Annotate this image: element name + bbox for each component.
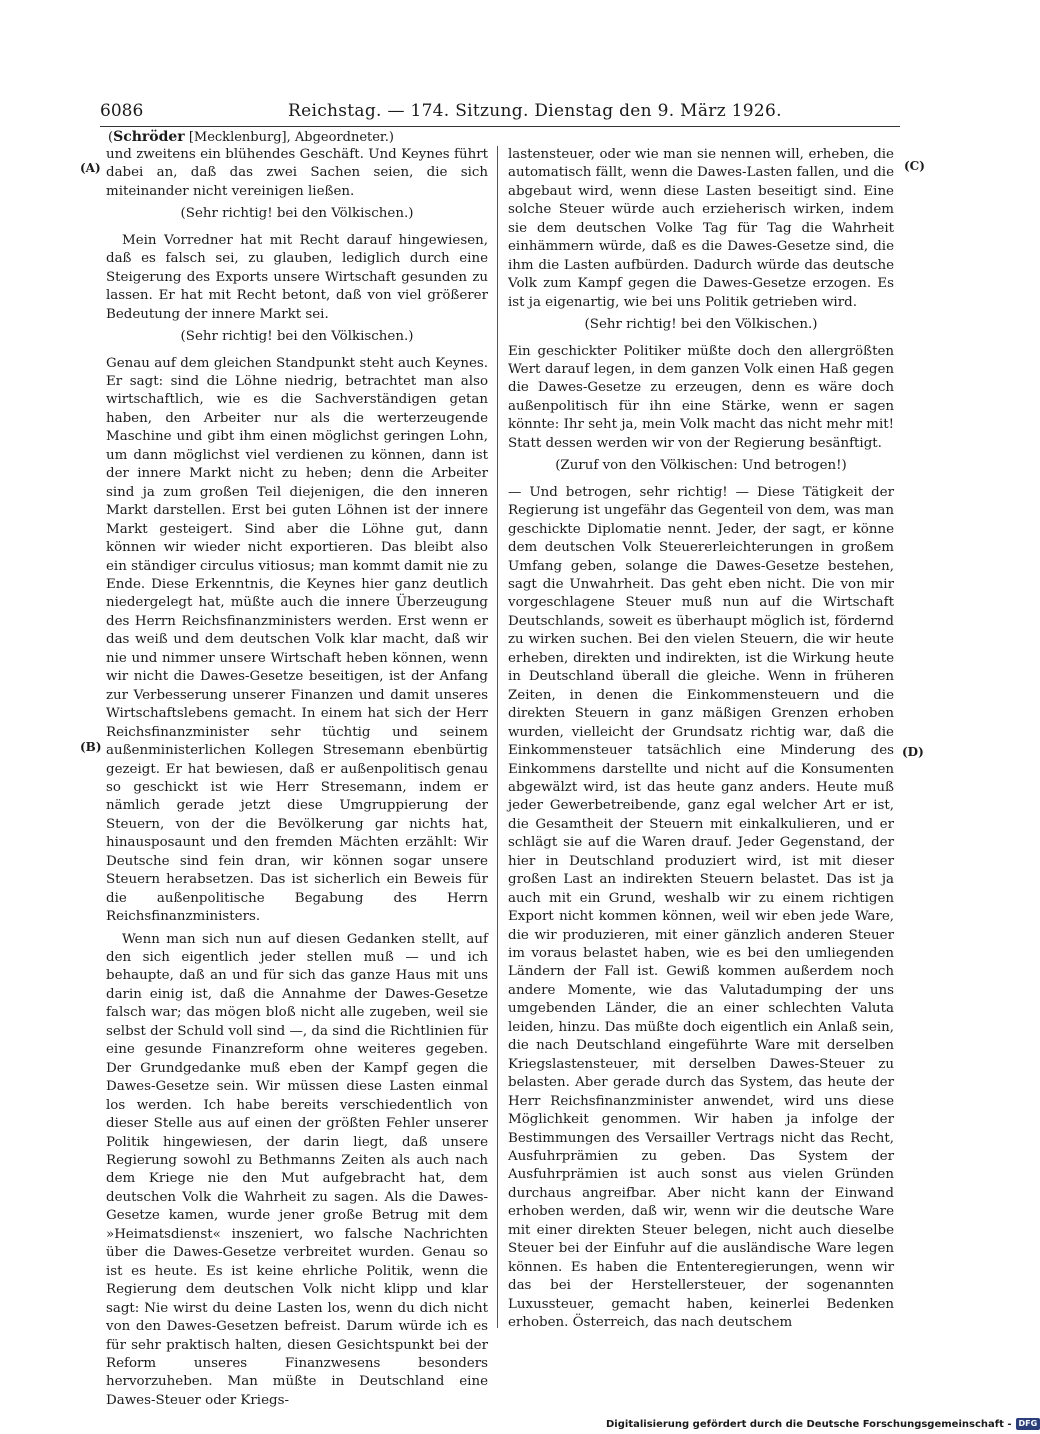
left-interjection-2: (Sehr richtig! bei den Völkischen.) bbox=[180, 329, 414, 345]
speaker-name: Schröder bbox=[113, 129, 185, 145]
left-column bbox=[106, 146, 488, 1414]
left-paragraph-1: und zweitens ein blühendes Geschäft. Und Keynes führt dabei an, daß das zwei Sachen seien, die sich miteinander nicht vereinigen ließen. bbox=[106, 147, 488, 199]
right-column bbox=[508, 146, 894, 1337]
page-number: 6086 bbox=[100, 101, 144, 121]
margin-mark-a: (A) bbox=[80, 161, 101, 175]
page-header bbox=[100, 100, 900, 122]
right-paragraph-1: lastensteuer, oder wie man sie nennen will, erheben, die automatisch fällt, wenn die Dawes-Lasten fallen, und die abgebaut wird, wenn diese Lasten beseitigt sind. Eine solche Steuer würde auch erzieherisch wirken, indem sie dem deutschen Volke Tag für Tag die Wahrheit einhämmern würde, daß es die Dawes-Gesetze sind, die ihm die Lasten aufbürden. Dadurch würde das deutsche Volk zum Kampf gegen die Dawes-Gesetze erzogen. Es ist ja eigenartig, wie bei uns Politik getrieben wird. bbox=[508, 147, 894, 310]
margin-mark-d: (D) bbox=[902, 745, 924, 759]
footer-text: Digitalisierung gefördert durch die Deutsche Forschungsgemeinschaft - bbox=[606, 1419, 1012, 1430]
right-interjection-2: (Zuruf von den Völkischen: Und betrogen!) bbox=[555, 458, 847, 474]
margin-mark-c: (C) bbox=[904, 159, 925, 173]
left-paragraph-2: Mein Vorredner hat mit Recht darauf hingewiesen, daß es falsch sei, zu glauben, lediglich durch eine Steigerung des Exports unsere Wirtschaft gesunden zu lassen. Er hat mit Recht betont, daß von viel größerer Bedeutung der innere Markt sei. bbox=[106, 232, 488, 322]
right-interjection-1: (Sehr richtig! bei den Völkischen.) bbox=[584, 317, 818, 333]
right-paragraph-3: — Und betrogen, sehr richtig! — Diese Tätigkeit der Regierung ist ungefähr das Gegenteil von dem, was man geschickte Diplomatie nennt. Jeder, der sagt, er könne dem deutschen Volk Steuererleichterungen in großem Umfang geben, solange die Dawes-Gesetze bestehen, sagt die Unwahrheit. Das geht eben nicht. Die von mir vorgeschlagene Steuer muß nun auf die Wirtschaft Deutschlands, soweit es überhaupt möglich ist, fördernd zu wirken suchen. Bei den vielen Steuern, die wir heute erheben, direkten und indirekten, ist die Wirkung heute in Deutschland überall die gleiche. Wenn in früheren Zeiten, in denen die Einkommensteuern und die direkten Steuern in ganz mäßigen Grenzen erhoben wurden, vielleicht der Grundsatz richtig war, daß die Einkommensteuer tatsächlich eine Minderung des Einkommens darstellte und nicht auf die Konsumenten abgewälzt wird, ist das heute ganz anders. Heute muß jeder Gewerbetreibende, ganz egal welcher Art er ist, die Gesamtheit der Steuern mit einkalkulieren, und er schlägt sie auf die Waren drauf. Jeder Gegenstand, der hier in Deutschland produziert wird, ist mit dieser großen Last an indirekten Steuern belastet. Das ist ja auch mit ein Grund, weshalb wir zu einem richtigen Export nicht kommen können, weil wir eben jede Ware, die wir produzieren, mit einer gänzlich anderen Steuer im voraus belastet haben, wie es bei den umliegenden Ländern der Fall ist. Gewiß kommen außerdem noch andere Momente, wie das Valutadumping der uns umgebenden Länder, die an einer schlechten Valuta leiden, hinzu. Das müßte doch eigentlich ein Anlaß sein, die nach Deutschland eingeführte Ware mit derselben Kriegslastensteuer, mit derselben Dawes-Steuer zu belasten. Aber gerade durch das System, das heute der Herr Reichsfinanzminister anwendet, wird uns diese Möglichkeit genommen. Wir haben ja infolge der Bestimmungen des Versailler Vertrags nicht das Recht, Ausfuhrprämien zu geben. Das System der Ausfuhrprämien ist auch sonst aus vielen Gründen durchaus angreifbar. Aber nicht kann der Einwand erhoben werden, daß wir, wenn wir die deutsche Ware mit einer direkten Steuer belegen, nicht auch dieselbe Steuer bei der Einfuhr auf die ausländische Ware legen können. Es haben die Ententeregierungen, wenn wir das bei der Herstellersteuer, der sogenannten Luxussteuer, gemacht haben, keinerlei Bedenken erhoben. Österreich, das nach deutschem bbox=[508, 484, 894, 1331]
header-rule bbox=[100, 126, 900, 127]
left-paragraph-3: Genau auf dem gleichen Standpunkt steht auch Keynes. Er sagt: sind die Löhne niedrig, betrachtet man also wirtschaftlich, wie es die Sachverständigen getan haben, den Arbeiter nur als die werterzeugende Maschine und gibt ihm einen möglichst geringen Lohn, um dann möglichst viel verdienen zu können, dann ist der innere Markt nicht zu heben; denn die Arbeiter sind ja zum großen Teil diejenigen, die den inneren Markt darstellen. Erst bei guten Löhnen ist der innere Markt gesteigert. Sind aber die Löhne gut, dann können wir wieder nicht exportieren. Das bleibt also ein ständiger circulus vitiosus; man kommt damit nie zu Ende. Diese Erkenntnis, die Keynes hier ganz deutlich niedergelegt hat, müßte auch die innere Überzeugung des Herrn Reichsfinanzministers werden. Erst wenn er das weiß und dem deutschen Volk klar macht, daß wir nie und nimmer unsere Wirtschaft heben können, wenn wir nicht die Dawes-Gesetze beseitigen, ist der Anfang zur Verbesserung unserer Finanzen und damit unseres Wirtschaftslebens gemacht. In einem hat sich der Herr Reichsfinanzminister sehr tüchtig und seinem außenministerlichen Kollegen Stresemann ebenbürtig gezeigt. Er hat bewiesen, daß er außenpolitisch genau so geschickt ist wie Herr Stresemann, indem er nämlich gerade jetzt diese Umgruppierung der Steuern, von der die Bevölkerung gar nichts hat, hinausposaunt und den fremden Mächten erzählt: Wir Deutsche sind fein dran, wir können sogar unsere Steuern herabsetzen. Das ist sicherlich ein Beweis für die außenpolitische Begabung des Herrn Reichsfinanzministers. bbox=[106, 355, 488, 925]
right-paragraph-2: Ein geschickter Politiker müßte doch den allergrößten Wert darauf legen, in dem ganzen Volk einen Haß gegen die Dawes-Gesetze zu erzeugen, denn es wäre doch außenpolitisch für ihn eine Stärke, wenn er sagen könnte: Ihr seht ja, mein Volk macht das nicht mehr mit! Statt dessen werden wir von der Regierung besänftigt. bbox=[508, 343, 894, 451]
margin-mark-b: (B) bbox=[80, 740, 102, 754]
left-interjection-1: (Sehr richtig! bei den Völkischen.) bbox=[180, 206, 414, 222]
column-divider bbox=[497, 146, 498, 1328]
speaker-line: (Schröder [Mecklenburg], Abgeordneter.) bbox=[108, 129, 394, 145]
dfg-logo: DFG bbox=[1016, 1418, 1040, 1430]
footer-credit bbox=[606, 1418, 1038, 1431]
left-paragraph-4: Wenn man sich nun auf diesen Gedanken stellt, auf den sich eigentlich jeder stellen muß — und ich behaupte, daß an und für sich das ganze Haus mit uns darin einig ist, daß die Annahme der Dawes-Gesetze falsch war; das mögen bloß nicht alle zugeben, weil sie selbst der Schuld voll sind —, da sind die Richtlinien für eine gesunde Finanzreform ohne weiteres gegeben. Der Grundgedanke muß eben der Kampf gegen die Dawes-Gesetze sein. Wir müssen diese Lasten einmal los werden. Ich habe bereits verschiedentlich von dieser Stelle aus auf einen der größten Fehler unserer Politik hingewiesen, der darin liegt, daß unsere Regierung sowohl zu Bethmanns Zeiten als auch nach dem Kriege nie den Mut aufgebracht hat, dem deutschen Volk die Wahrheit zu sagen. Als die Dawes-Gesetze kamen, wurde jener große Betrug mit dem »Heimatsdienst« inszeniert, wo falsche Nachrichten über die Dawes-Gesetze verbreitet wurden. Genau so ist es heute. Es ist keine ehrliche Politik, wenn die Regierung dem deutschen Volk nicht klipp und klar sagt: Nie wirst du deine Lasten los, wenn du dich nicht von den Dawes-Gesetzen befreist. Darum würde ich es für sehr praktisch halten, diesen Gesichtspunkt bei der Reform unseres Finanzwesens besonders hervorzuheben. Man müßte in Deutschland eine Dawes-Steuer oder Kriegs- bbox=[106, 931, 488, 1408]
running-title: Reichstag. — 174. Sitzung. Dienstag den 9. März 1926. bbox=[288, 101, 782, 121]
speaker-details: [Mecklenburg], Abgeordneter.) bbox=[188, 130, 394, 145]
